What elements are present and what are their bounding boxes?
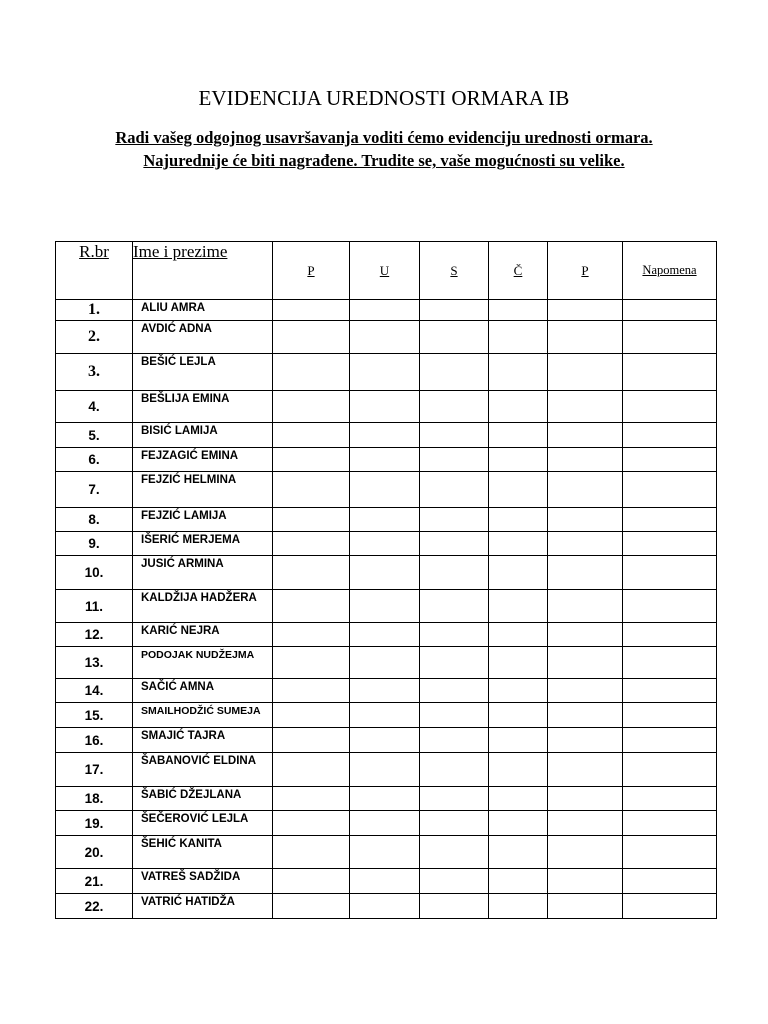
row-number: 4. (56, 391, 133, 423)
day-cell-tuesday (350, 753, 420, 787)
day-cell-monday (273, 590, 350, 623)
note-cell (623, 894, 717, 919)
note-cell (623, 728, 717, 753)
day-cell-friday (548, 894, 623, 919)
row-number: 8. (56, 508, 133, 532)
student-name: AVDIĆ ADNA (133, 321, 273, 354)
day-cell-monday (273, 321, 350, 354)
day-cell-friday (548, 472, 623, 508)
day-cell-thursday (489, 448, 548, 472)
table-row (56, 811, 717, 836)
table-row (56, 836, 717, 869)
student-name: PODOJAK NUDŽEJMA (133, 647, 273, 679)
day-cell-tuesday (350, 532, 420, 556)
note-cell (623, 679, 717, 703)
note-cell (623, 423, 717, 448)
student-name: ŠEHIĆ KANITA (133, 836, 273, 869)
row-number: 7. (56, 472, 133, 508)
note-cell (623, 787, 717, 811)
note-cell (623, 753, 717, 787)
note-cell (623, 869, 717, 894)
header-day-tuesday: U (350, 242, 420, 300)
day-cell-monday (273, 703, 350, 728)
note-cell (623, 556, 717, 590)
header-day-wednesday: S (420, 242, 489, 300)
student-name: BEŠIĆ LEJLA (133, 354, 273, 391)
table-row (56, 300, 717, 321)
day-cell-tuesday (350, 354, 420, 391)
day-cell-monday (273, 391, 350, 423)
note-cell (623, 321, 717, 354)
note-cell (623, 448, 717, 472)
intro-paragraph: Radi vašeg odgojnog usavršavanja voditi ćemo evidenciju urednosti ormara. Najurednije će biti nagrađene. Trudite se, vaše mogućnosti su velike. (115, 128, 653, 170)
day-cell-tuesday (350, 590, 420, 623)
day-cell-wednesday (420, 753, 489, 787)
header-rbr: R.br (56, 242, 133, 300)
student-name: SAČIĆ AMNA (133, 679, 273, 703)
day-cell-friday (548, 391, 623, 423)
day-cell-wednesday (420, 354, 489, 391)
note-cell (623, 300, 717, 321)
day-cell-monday (273, 647, 350, 679)
day-cell-monday (273, 836, 350, 869)
day-cell-tuesday (350, 647, 420, 679)
student-name: KALDŽIJA HADŽERA (133, 590, 273, 623)
day-cell-tuesday (350, 391, 420, 423)
day-cell-friday (548, 869, 623, 894)
row-number: 9. (56, 532, 133, 556)
day-cell-monday (273, 753, 350, 787)
note-cell (623, 590, 717, 623)
day-cell-friday (548, 532, 623, 556)
table-row (56, 623, 717, 647)
day-cell-wednesday (420, 391, 489, 423)
table-row (56, 321, 717, 354)
day-cell-tuesday (350, 836, 420, 869)
day-cell-friday (548, 787, 623, 811)
day-cell-monday (273, 300, 350, 321)
day-cell-monday (273, 894, 350, 919)
day-cell-thursday (489, 836, 548, 869)
note-cell (623, 623, 717, 647)
day-cell-tuesday (350, 787, 420, 811)
student-name: VATREŠ SADŽIDA (133, 869, 273, 894)
day-cell-thursday (489, 623, 548, 647)
day-cell-thursday (489, 753, 548, 787)
student-name: FEJZAGIĆ EMINA (133, 448, 273, 472)
day-cell-tuesday (350, 894, 420, 919)
day-cell-thursday (489, 703, 548, 728)
header-row (56, 242, 717, 300)
day-cell-thursday (489, 321, 548, 354)
day-cell-thursday (489, 472, 548, 508)
document-title: EVIDENCIJA UREDNOSTI ORMARA IB (198, 86, 570, 110)
student-name: FEJZIĆ LAMIJA (133, 508, 273, 532)
table-row (56, 753, 717, 787)
header-day-friday: P (548, 242, 623, 300)
header-note: Napomena (623, 242, 717, 300)
day-cell-thursday (489, 679, 548, 703)
day-cell-monday (273, 869, 350, 894)
day-cell-monday (273, 811, 350, 836)
day-cell-monday (273, 787, 350, 811)
row-number: 11. (56, 590, 133, 623)
note-cell (623, 354, 717, 391)
day-cell-wednesday (420, 300, 489, 321)
day-cell-friday (548, 448, 623, 472)
day-cell-thursday (489, 894, 548, 919)
day-cell-tuesday (350, 448, 420, 472)
day-cell-monday (273, 508, 350, 532)
note-cell (623, 472, 717, 508)
day-cell-thursday (489, 590, 548, 623)
day-cell-tuesday (350, 679, 420, 703)
day-cell-friday (548, 728, 623, 753)
table-body (56, 300, 717, 919)
day-cell-friday (548, 556, 623, 590)
day-cell-friday (548, 647, 623, 679)
student-name: JUSIĆ ARMINA (133, 556, 273, 590)
day-cell-tuesday (350, 869, 420, 894)
day-cell-thursday (489, 787, 548, 811)
day-cell-wednesday (420, 623, 489, 647)
day-cell-wednesday (420, 703, 489, 728)
row-number: 17. (56, 753, 133, 787)
day-cell-wednesday (420, 836, 489, 869)
day-cell-friday (548, 811, 623, 836)
day-cell-friday (548, 590, 623, 623)
note-cell (623, 532, 717, 556)
row-number: 3. (56, 354, 133, 391)
note-cell (623, 508, 717, 532)
day-cell-thursday (489, 811, 548, 836)
day-cell-monday (273, 354, 350, 391)
day-cell-tuesday (350, 321, 420, 354)
day-cell-tuesday (350, 472, 420, 508)
student-name: ŠABIĆ DŽEJLANA (133, 787, 273, 811)
day-cell-monday (273, 623, 350, 647)
row-number: 19. (56, 811, 133, 836)
day-cell-tuesday (350, 423, 420, 448)
day-cell-friday (548, 753, 623, 787)
day-cell-friday (548, 623, 623, 647)
day-cell-monday (273, 448, 350, 472)
day-cell-thursday (489, 300, 548, 321)
student-name: ŠABANOVIĆ ELDINA (133, 753, 273, 787)
row-number: 20. (56, 836, 133, 869)
row-number: 16. (56, 728, 133, 753)
table-row (56, 590, 717, 623)
table-row (56, 728, 717, 753)
day-cell-wednesday (420, 787, 489, 811)
day-cell-friday (548, 679, 623, 703)
day-cell-friday (548, 354, 623, 391)
day-cell-wednesday (420, 811, 489, 836)
table-row (56, 423, 717, 448)
row-number: 5. (56, 423, 133, 448)
day-cell-tuesday (350, 300, 420, 321)
day-cell-wednesday (420, 728, 489, 753)
note-cell (623, 391, 717, 423)
student-name: BISIĆ LAMIJA (133, 423, 273, 448)
table-row (56, 894, 717, 919)
student-name: SMAJIĆ TAJRA (133, 728, 273, 753)
table-row (56, 532, 717, 556)
day-cell-thursday (489, 354, 548, 391)
evidence-table (55, 241, 717, 919)
day-cell-thursday (489, 728, 548, 753)
table-row (56, 354, 717, 391)
day-cell-monday (273, 423, 350, 448)
day-cell-wednesday (420, 556, 489, 590)
row-number: 12. (56, 623, 133, 647)
table-row (56, 703, 717, 728)
day-cell-friday (548, 508, 623, 532)
student-name: IŠERIĆ MERJEMA (133, 532, 273, 556)
row-number: 6. (56, 448, 133, 472)
note-cell (623, 811, 717, 836)
row-number: 15. (56, 703, 133, 728)
day-cell-thursday (489, 508, 548, 532)
day-cell-wednesday (420, 423, 489, 448)
day-cell-wednesday (420, 321, 489, 354)
day-cell-thursday (489, 391, 548, 423)
header-name: Ime i prezime (133, 242, 273, 300)
day-cell-friday (548, 423, 623, 448)
day-cell-tuesday (350, 728, 420, 753)
student-name: ALIU AMRA (133, 300, 273, 321)
day-cell-monday (273, 472, 350, 508)
day-cell-wednesday (420, 472, 489, 508)
header-day-monday: P (273, 242, 350, 300)
day-cell-friday (548, 321, 623, 354)
day-cell-monday (273, 679, 350, 703)
day-cell-friday (548, 703, 623, 728)
day-cell-thursday (489, 647, 548, 679)
note-cell (623, 647, 717, 679)
day-cell-thursday (489, 423, 548, 448)
day-cell-wednesday (420, 532, 489, 556)
row-number: 2. (56, 321, 133, 354)
day-cell-tuesday (350, 556, 420, 590)
day-cell-wednesday (420, 869, 489, 894)
student-name: KARIĆ NEJRA (133, 623, 273, 647)
student-name: BEŠLIJA EMINA (133, 391, 273, 423)
table-row (56, 508, 717, 532)
day-cell-wednesday (420, 894, 489, 919)
table-row (56, 391, 717, 423)
row-number: 10. (56, 556, 133, 590)
day-cell-tuesday (350, 703, 420, 728)
note-cell (623, 703, 717, 728)
day-cell-friday (548, 836, 623, 869)
day-cell-thursday (489, 556, 548, 590)
day-cell-monday (273, 556, 350, 590)
table-row (56, 869, 717, 894)
day-cell-thursday (489, 869, 548, 894)
day-cell-friday (548, 300, 623, 321)
day-cell-tuesday (350, 623, 420, 647)
table-row (56, 787, 717, 811)
row-number: 18. (56, 787, 133, 811)
day-cell-tuesday (350, 508, 420, 532)
day-cell-wednesday (420, 508, 489, 532)
student-name: SMAILHODŽIĆ SUMEJA (133, 703, 273, 728)
row-number: 22. (56, 894, 133, 919)
day-cell-monday (273, 532, 350, 556)
student-name: ŠEČEROVIĆ LEJLA (133, 811, 273, 836)
table-row (56, 556, 717, 590)
row-number: 14. (56, 679, 133, 703)
table-row (56, 448, 717, 472)
day-cell-wednesday (420, 448, 489, 472)
row-number: 21. (56, 869, 133, 894)
day-cell-thursday (489, 532, 548, 556)
student-name: VATRIĆ HATIDŽA (133, 894, 273, 919)
note-cell (623, 836, 717, 869)
table-row (56, 679, 717, 703)
day-cell-wednesday (420, 679, 489, 703)
day-cell-monday (273, 728, 350, 753)
day-cell-tuesday (350, 811, 420, 836)
table-row (56, 647, 717, 679)
row-number: 13. (56, 647, 133, 679)
table-row (56, 472, 717, 508)
header-day-thursday: Č (489, 242, 548, 300)
student-name: FEJZIĆ HELMINA (133, 472, 273, 508)
day-cell-wednesday (420, 590, 489, 623)
row-number: 1. (56, 300, 133, 321)
day-cell-wednesday (420, 647, 489, 679)
